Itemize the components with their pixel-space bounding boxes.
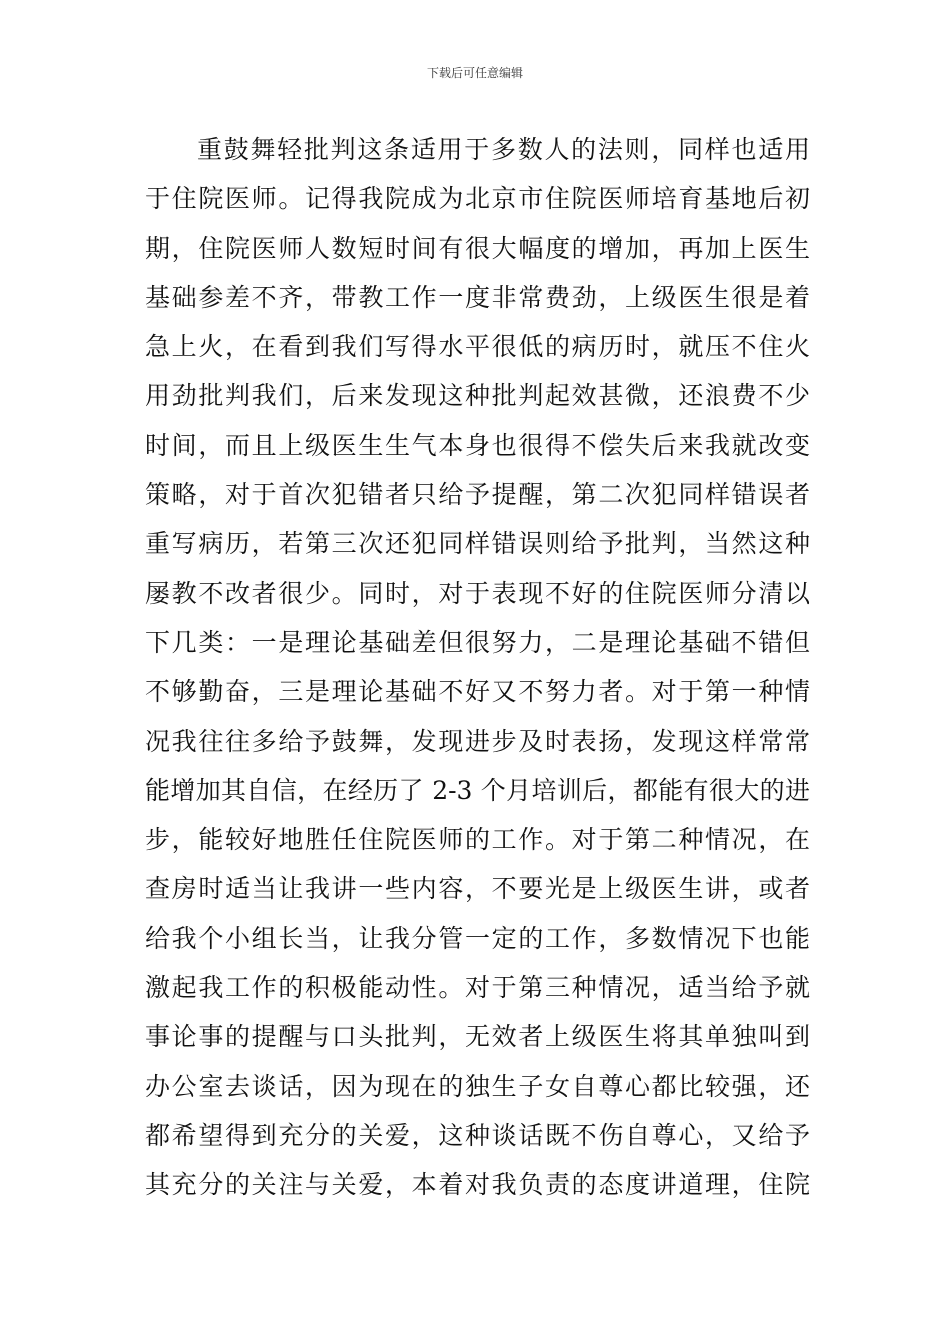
paragraph-line: 于住院医师。记得我院成为北京市住院医师培育基地后初 [145,184,810,214]
paragraph-line: 查房时适当让我讲一些内容，不要光是上级医生讲，或者 [145,874,810,904]
paragraph-line: 重写病历，若第三次还犯同样错误则给予批判，当然这种 [145,529,810,559]
paragraph-line: 其充分的关注与关爱，本着对我负责的态度讲道理，住院 [145,1170,810,1200]
paragraph-line: 办公室去谈话，因为现在的独生子女自尊心都比较强，还 [145,1071,810,1101]
paragraph-line: 基础参差不齐，带教工作一度非常费劲，上级医生很是着 [145,282,810,312]
paragraph-line: 况我往往多给予鼓舞，发现进步及时表扬，发现这样常常 [145,726,810,756]
paragraph-line: 用劲批判我们，后来发现这种批判起效甚微，还浪费不少 [145,381,810,411]
paragraph-line: 急上火，在看到我们写得水平很低的病历时，就压不住火 [145,332,810,362]
paragraph-line: 时间，而且上级医生生气本身也很得不偿失后来我就改变 [145,430,810,460]
paragraph-line: 策略，对于首次犯错者只给予提醒，第二次犯同样错误者 [145,480,810,510]
paragraph-line: 步，能较好地胜任住院医师的工作。对于第二种情况，在 [145,825,810,855]
paragraph-line: 重鼓舞轻批判这条适用于多数人的法则，同样也适用 [197,135,810,164]
paragraph-line: 下几类：一是理论基础差但很努力，二是理论基础不错但 [145,627,810,657]
paragraph-line: 期，住院医师人数短时间有很大幅度的增加，再加上医生 [145,233,810,263]
paragraph-line: 给我个小组长当，让我分管一定的工作，多数情况下也能 [145,923,810,953]
paragraph-line: 都希望得到充分的关爱，这种谈话既不伤自尊心，又给予 [145,1120,810,1150]
paragraph-line: 屡教不改者很少。同时，对于表现不好的住院医师分清以 [145,578,810,608]
paragraph-line: 不够勤奋，三是理论基础不好又不努力者。对于第一种情 [145,677,810,707]
body-paragraph [145,125,810,1210]
paragraph-line: 能增加其自信，在经历了 2-3 个月培训后，都能有很大的进 [145,775,810,805]
paragraph-line: 事论事的提醒与口头批判，无效者上级医生将其单独叫到 [145,1022,810,1052]
page-header: 下载后可任意编辑 [426,66,523,80]
paragraph-line: 激起我工作的积极能动性。对于第三种情况，适当给予就 [145,973,810,1003]
